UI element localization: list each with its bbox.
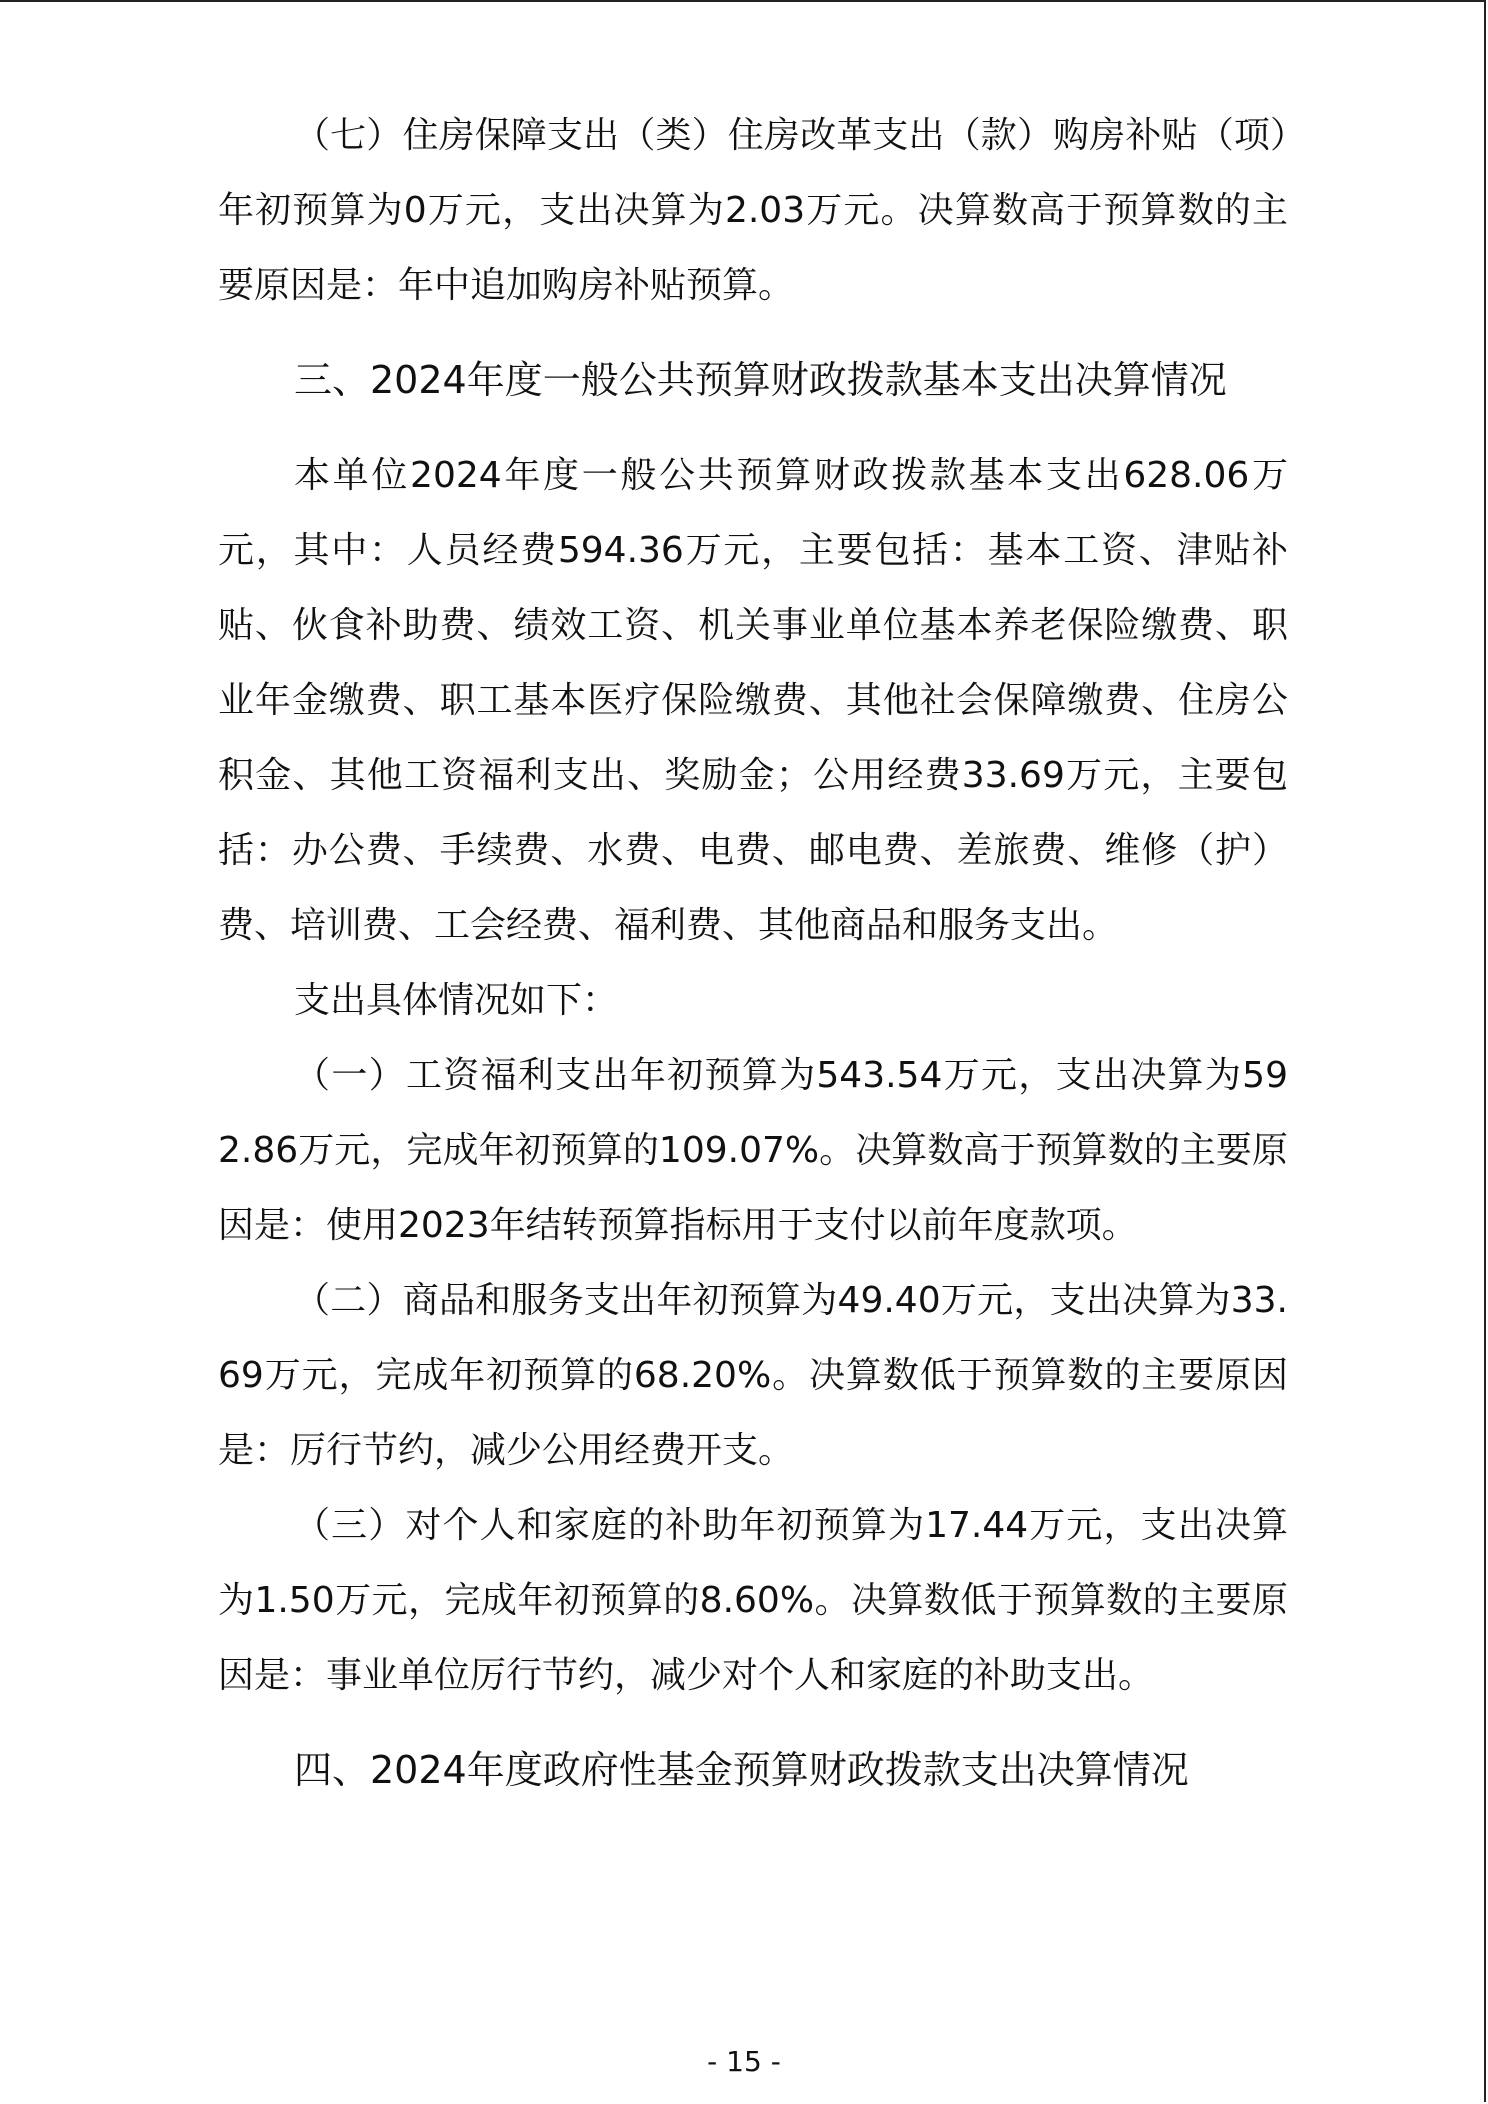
paragraph-basic-expenditure: 本单位2024年度一般公共预算财政拨款基本支出628.06万元，其中：人员经费594.36万元，主要包括：基本工资、津贴补贴、伙食补助费、绩效工资、机关事业单位基本养老保险缴费、职业年金缴费、职工基本医疗保险缴费、其他社会保障缴费、住房公积金、其他工资福利支出、奖励金；公用经费33.69万元，主要包括：办公费、手续费、水费、电费、邮电费、差旅费、维修（护）费、培训费、工会经费、福利费、其他商品和服务支出。 <box>218 455 1288 946</box>
section-heading-3: 三、2024年度一般公共预算财政拨款基本支出决算情况 <box>294 358 1227 402</box>
page-number: - 15 - <box>707 2045 781 2078</box>
paragraph-item-3: （三）对个人和家庭的补助年初预算为17.44万元，支出决算为1.50万元，完成年初预算的8.60%。决算数低于预算数的主要原因是：事业单位厉行节约，减少对个人和家庭的补助支出。 <box>218 1505 1288 1696</box>
document-body <box>218 98 1288 1808</box>
paragraph-item-2: （二）商品和服务支出年初预算为49.40万元，支出决算为33.69万元，完成年初预算的68.20%。决算数低于预算数的主要原因是：厉行节约，减少公用经费开支。 <box>218 1280 1288 1471</box>
paragraph-details-intro: 支出具体情况如下： <box>294 980 619 1021</box>
paragraph-housing-subsidy: （七）住房保障支出（类）住房改革支出（款）购房补贴（项）年初预算为0万元，支出决算为2.03万元。决算数高于预算数的主要原因是：年中追加购房补贴预算。 <box>218 115 1288 306</box>
paragraph-item-1: （一）工资福利支出年初预算为543.54万元，支出决算为592.86万元，完成年初预算的109.07%。决算数高于预算数的主要原因是：使用2023年结转预算指标用于支付以前年度款项。 <box>218 1055 1288 1246</box>
section-heading-4: 四、2024年度政府性基金预算财政拨款支出决算情况 <box>294 1748 1189 1792</box>
